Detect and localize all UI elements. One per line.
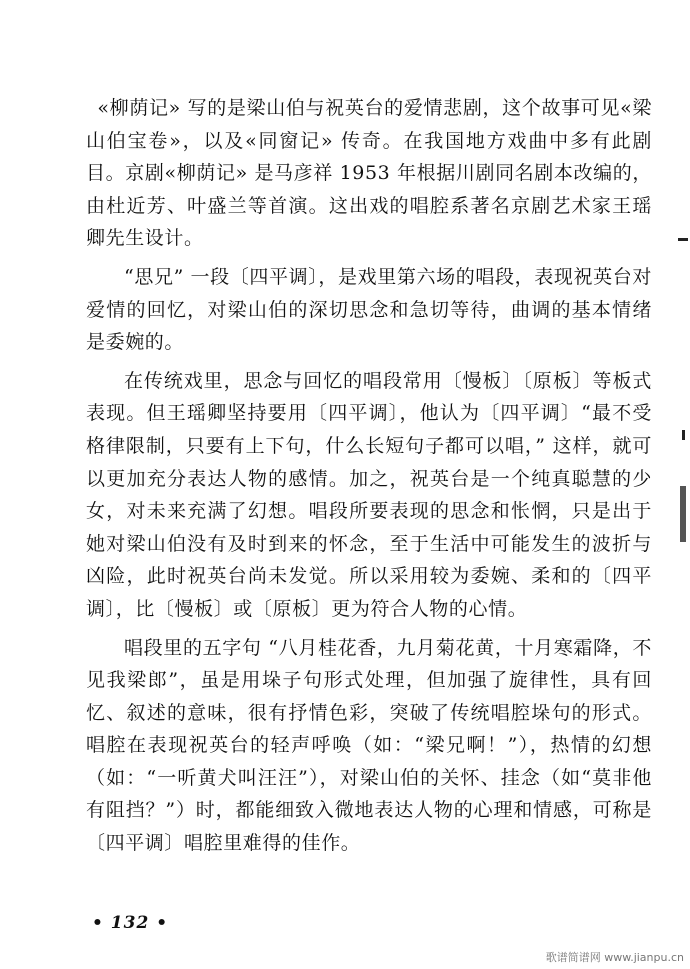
paragraph-intro: «柳荫记» 写的是梁山伯与祝英台的爱情悲剧，这个故事可见«梁山伯宝卷»，以及«同窗记» 传奇。在我国地方戏曲中多有此剧目。京剧«柳荫记» 是马彦祥 1953 年根据川剧同名剧本改编的，由杜近芳、叶盛兰等首演。这出戏的唱腔系著名京剧艺术家王瑶卿先生设计。 [86,97,652,250]
watermark: 歌谱简谱网 www.jianpu.cn [545,951,684,964]
paragraph-five-character: 唱段里的五字句 “八月桂花香，九月菊花黄，十月寒霜降，不见我梁郎”，虽是用垛子句形式处理，但加强了旋律性，具有回忆、叙述的意味，很有抒情色彩，突破了传统唱腔垛句的形式。唱腔在表现祝英台的轻声呼唤（如：“梁兄啊！”），热情的幻想（如：“一听黄犬叫汪汪”），对梁山伯的关怀、挂念（如“莫非他有阻挡？”）时，都能细致入微地表达人物的心理和情感，可称是〔四平调〕唱腔里难得的佳作。 [86,636,652,855]
binding-edge-mark [680,486,686,542]
margin-tick-mark [682,430,685,440]
paragraph-tradition: 在传统戏里，思念与回忆的唱段常用〔慢板〕〔原板〕等板式表现。但王瑶卿坚持要用〔四平调〕，他认为〔四平调〕“最不受格律限制，只要有上下句，什么长短句子都可以唱，” 这样，就可以更加充分表达人物的感情。加之，祝英台是一个纯真聪慧的少女，对未来充满了幻想。唱段所要表现的思念和怅惘，只是出于她对梁山伯没有及时到来的怀念，至于生活中可能发生的波折与凶险，此时祝英台尚未发觉。所以采用较为委婉、柔和的〔四平调〕，比〔慢板〕或〔原板〕更为符合人物的心情。 [86,369,652,620]
margin-tick-mark [678,238,688,241]
page-number: • 132 • [92,913,169,933]
paragraph-sixiong: “思兄” 一段〔四平调〕，是戏里第六场的唱段，表现祝英台对爱情的回忆，对梁山伯的深切思念和急切等待，曲调的基本情绪是委婉的。 [86,265,652,354]
body-text [86,92,652,866]
